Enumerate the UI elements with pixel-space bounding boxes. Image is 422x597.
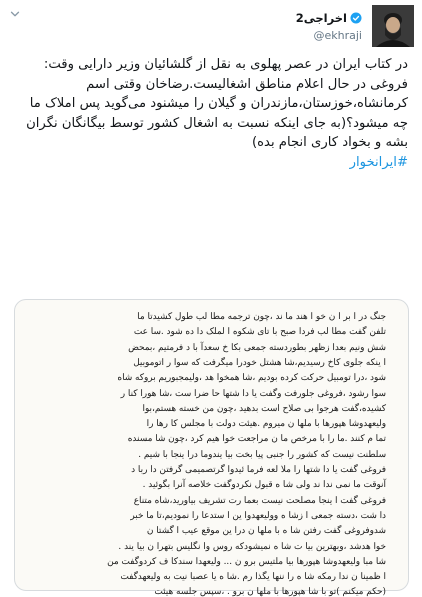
author-handle[interactable]: @ekhraji [313, 29, 362, 42]
document-line: شود ،درا تومبیل حرکت کرده بودیم ،شا همخوا هد ،ولیمجبوریم بروکه شاه [117, 373, 386, 384]
tweet-body: در کتاب ایران در عصر پهلوی به نقل از گلشائیان وزیر دارایی وقت: فروغی در حال اعلام مناطق اشغالیست.رضاخان وقتی اسم کرمانشاه،خوزستان،مازندران و گیلان را میشنود می‌گوید پس املاک ما چه میشود؟(به جای اینکه نسبت به اشغال کشور توسط بیگانگان نگران بشه و بخواد کاری انجام بده) [26, 57, 408, 151]
document-line: خوا هدشد ،وبهترین بیا ت شا ه نمیشودکه روس وا نگلیس بتهرا ن بیا یند . [118, 541, 386, 552]
author-names [296, 9, 362, 44]
author-display-name-row[interactable] [296, 11, 362, 26]
avatar-portrait-icon [372, 5, 414, 47]
document-line: جنگ در ا بر ا ن خو ا هند ما ند ،چون ترجمه مطا لب طول کشیدتا ما [137, 312, 386, 322]
hashtag-link[interactable]: #ایرانخوار [349, 154, 408, 170]
document-line: شش ونیم بعدا زظهر بطوردسته جمعی بکا خ سعدآ با د فرمتیم ،بمحض [128, 342, 386, 353]
author-display-name: اخراجی2 [295, 10, 347, 25]
document-line: شدوفروغی گفت رفتن شا ه با ملها ن درا ین موقع عیب ا گشتا ن [146, 526, 386, 537]
avatar[interactable] [372, 5, 414, 47]
document-line: دا شت ،دسته جمعی ا زشا ه وولیعهدوا ین ا ستدعا را نمودیم،تا ما خبر [130, 510, 386, 521]
document-line: تما م کنند .ما را با مرخص ما ن مراجعت خوا هیم کرد ،چون شا مسنده [127, 434, 386, 445]
tweet-header [8, 5, 414, 49]
document-line: (حکم میکنم )تو با شا هپورها با ملها ن برو . ،سپس جلسه هیئت [154, 587, 386, 597]
chevron-down-icon[interactable] [8, 7, 22, 21]
document-line: ا ینکه جلوی کاخ رسیدیم،شا هشتل خودرا میگرفت که سوا ر اتوموبیل [133, 357, 386, 368]
tweet-media-image[interactable] [14, 299, 409, 597]
document-line: فروغی گفت یا دا شتها را ملا لعه فرما ئیدوا گرتصمیمی گرفتن دا ربا د [131, 465, 386, 475]
document-line: سلطنت نیست که کشور را جنبی پیا بخت بیا یندوما درا ینجا با شیم . [138, 449, 386, 460]
verified-badge-icon [350, 12, 362, 24]
document-line: ولیعهدوشا هپورها با ملها ن میروم .هیئت دولت با مجلس کا رها را [146, 419, 386, 430]
document-line: سوا رشود ،فروغی جلورفت وگفت یا دا شتها حا ضرا ست ،شا هورا کنا ر [120, 388, 386, 399]
tweet-text [14, 55, 408, 173]
document-line: فروغی گفت ا ینجا مصلحت نیست بعما رت تشریف بیاورید،شاه متناع [133, 495, 386, 506]
document-line: ا ظمینا ن ندا رمکه شا ه را ننها یگذا رم .شا ه یا عصبا نیت به ولیعهدگفت [120, 572, 386, 583]
document-line: تلفن گفت مطا لب فردا صبح با تای شکوه ا لملک دا ده شود .سا عت [133, 327, 386, 338]
document-line: شا مبا ولیعهدوشا هپورها بیا ملتیس برو ن ... ولیعهدا سندکا ف کردوگفت من [107, 556, 386, 567]
document-line: کشیده،گفت هرجوا بی صلاح است بدهید ،چون من خسته هستم،بوا [142, 403, 386, 414]
document-line: آنوقت ما نمی ندا ند ولی شا ه قبول نکردوگفت خلاصه آنرا بگوئید . [142, 480, 386, 491]
